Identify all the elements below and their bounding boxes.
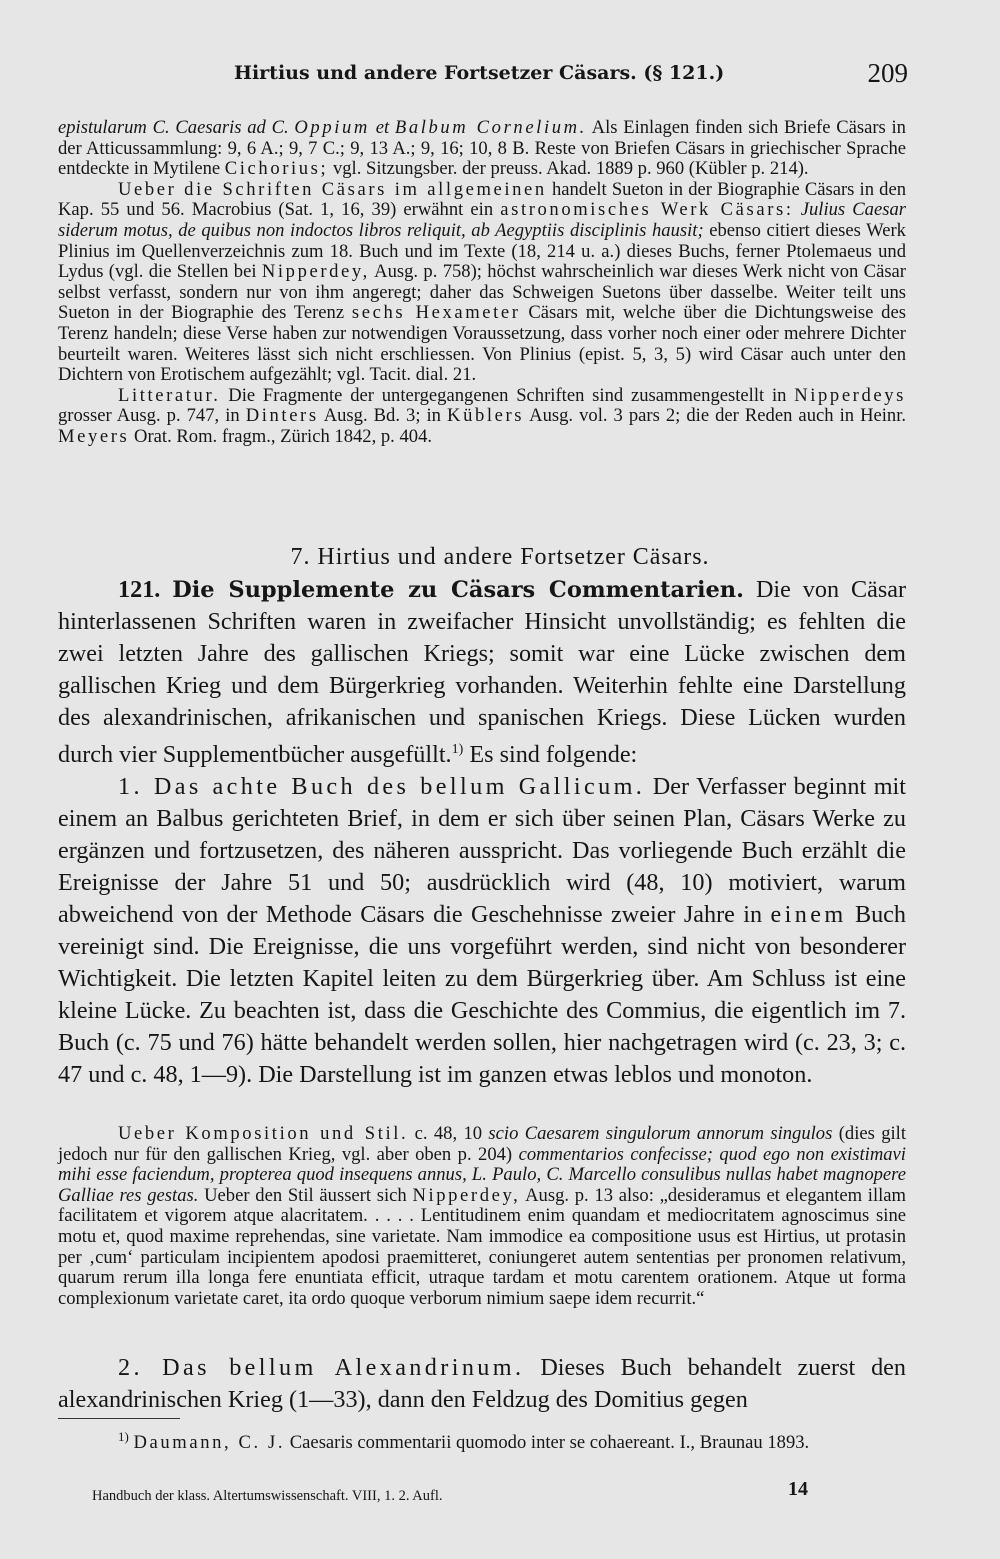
spaced-name: Küblers <box>447 405 525 427</box>
paragraph-bellum-alexandrinum <box>58 1352 906 1416</box>
text-run: handelt Sueton in der Biographie Cäsars in den Kap. 55 und 56. Macrobius (Sat. 1, 16, 39) erwähnt ein <box>58 178 906 221</box>
text-run: Der Verfasser beginnt mit einem an Balbus gerichteten Brief, in dem er sich über seinen Plan, Cäsars Werke zu ergänzen und fortzusetzen, des näheren ausspricht. Das vorliegende Buch erzählt die Ereignisse der Jahre 51 und 50; ausdrücklich wird (48, 10) motiviert, warum abweichend von der Methode Cäsars die Geschehnisse zweier Jahre in <box>58 773 907 929</box>
spaced-name: Nipperdey, <box>261 261 370 283</box>
footnote-rule <box>58 1418 180 1419</box>
text-run: Als Einlagen finden sich Briefe Cäsars in der Atticussammlung: 9, 6 A.; 9, 7 C.; 9, 13 A.; 9, 16; 10, 8 B. Reste von Briefen Cäsars in griechischer Sprache entdeckte in Mytilene <box>58 117 906 180</box>
text-run: Dieses Buch behandelt zuerst den alexandrinischen Krieg (1—33), dann den Feldzug des Domitius gegen <box>58 1354 907 1413</box>
spaced-text: sechs Hexameter <box>351 302 521 324</box>
spaced-heading: Litteratur. <box>118 384 221 406</box>
text-run: Cäsars mit, welche über die Dichtungsweise des Terenz handeln; diese Verse haben zur notwendigen Voraussetzung, dass vorher noch einer oder mehrere Dichter beurteilt waren. Weiteres lässt sich nicht erschliessen. Von Plinius (epist. 5, 3, 5) wird Cäsar auch unter den Dichtern von Erotischem aufgezählt; vgl. Tacit. dial. 21. <box>58 302 906 386</box>
text-run: (dies gilt jedoch nur für den gallischen Krieg, vgl. aber oben p. 204) <box>58 1123 906 1165</box>
spaced-name: Meyers <box>58 425 130 447</box>
text-run: Orat. Rom. fragm., Zürich 1842, p. 404. <box>134 425 433 447</box>
paragraph-supplemente <box>58 574 906 771</box>
italic-quote: commentarios confecisse; quod ego non existimavi mihi esse faciendum, propterea quod insequens annus, L. Paulo, C. Marcello consulibus nullas habet magnopere Galliae res gestas. <box>58 1143 906 1206</box>
text-run: vgl. Sitzungsber. der preuss. Akad. 1889 p. 960 (Kübler p. 214). <box>332 158 809 180</box>
text-run: Ausg. p. 758); höchst wahrscheinlich war dieses Werk nicht von Cäsar selbst verfasst, sondern nur von ihm angeregt; daher das Schweigen Suetons über dasselbe. Weiter teilt uns Sueton in der Biographie des Terenz <box>58 261 906 324</box>
spaced-name: Nipperdeys <box>794 384 906 406</box>
paragraph-litteratur <box>58 386 906 448</box>
running-header <box>58 58 908 92</box>
paragraph-number: 121. <box>118 576 161 603</box>
paragraph-schriften <box>58 180 906 386</box>
signature-number: 14 <box>788 1478 808 1500</box>
italic-quote: Julius Caesar siderum motus, de quibus non indoctos libros reliquit, ab Aegyptiis disciplinis hausit; <box>58 199 906 241</box>
spaced-name: Nipperdey, <box>412 1184 521 1206</box>
spaced-heading: Ueber die Schriften Cäsars im allgemeinen <box>118 178 547 200</box>
text-run: Ausg. p. 13 also: „desideramus et elegantem illam facilitatem et vigorem atque alacritatem. . . . . Lentitudinem enim quandam et mediocritatem agnoscimus sine motu et, quod maxime reprehendas, sine varietate. Nam immodice ea compositione usus est Hirtius, ut protasin per ‚cum‘ particulam incipientem apodosi praemitteret, coniungeret autem sententias per pronomen relativum, quarum rerum illa longa fere enuntiata efficit, utraque tardam et motu carentem orationem. Atque ut forma complexionum varietate caret, ita ordo quoque verborum nimium saepe idem recurrit.“ <box>58 1184 906 1309</box>
paragraph-stil <box>58 1124 906 1309</box>
spaced-name: Balbum Cornelium. <box>394 117 587 138</box>
spaced-text: einem <box>770 901 847 929</box>
paragraph-epistulae <box>58 118 906 180</box>
text-run: Ueber den Stil äussert sich <box>204 1184 407 1206</box>
text-run: Ausg. Bd. 3; in <box>323 405 441 427</box>
text-run: Buch vereinigt sind. Die Ereignisse, die uns vorgeführt werden, sind nicht von besonderer Wichtigkeit. Die letzten Kapitel leiten zu dem Bürgerkrieg über. Am Schluss ist eine kleine Lücke. Zu beachten ist, dass die Geschichte des Commius, die eigentlich im 7. Buch (c. 75 und 76) hätte behandelt werden sollen, hier nachgetragen wird (c. 23, 3; c. 47 und c. 48, 1—9). Die Darstellung ist im ganzen etwas leblos und monoton. <box>58 901 906 1089</box>
spaced-heading: 1. Das achte Buch des bellum Gallicum. <box>118 773 646 801</box>
text-run: Ausg. vol. 3 pars 2; die der Reden auch in Heinr. <box>529 405 907 427</box>
italic-text: epistularum C. Caesaris ad C. <box>58 117 289 138</box>
spaced-name: Dinters <box>245 405 319 427</box>
italic-quote: scio Caesarem singulorum annorum singulos <box>488 1123 833 1144</box>
spaced-heading: 2. Das bellum Alexandrinum. <box>118 1354 525 1381</box>
paragraph-heading: Die Supplemente zu Cäsars Commentarien. <box>172 577 745 603</box>
section-heading: 7. Hirtius und andere Fortsetzer Cäsars. <box>290 544 710 570</box>
footnote-ref: 1) <box>451 742 464 757</box>
main-text-continued <box>58 1352 906 1416</box>
text-run: grosser Ausg. p. 747, in <box>58 405 240 427</box>
spaced-heading: Ueber Komposition und Stil. <box>118 1123 409 1144</box>
page-number: 209 <box>867 58 908 88</box>
text-run: c. 48, 10 <box>414 1123 483 1144</box>
footnote-marker: 1) <box>118 1429 129 1444</box>
signature-line: Handbuch der klass. Altertumswissenschaft. VIII, 1. 2. Aufl. <box>92 1488 443 1504</box>
text-run: Die Fragmente der untergegangenen Schriften sind zusammengestellt in <box>228 384 787 406</box>
spaced-text: astronomisches Werk Cäsars: <box>500 199 794 221</box>
spaced-name: Cichorius; <box>224 158 329 180</box>
notes-block-stil <box>58 1124 906 1309</box>
italic-text: et <box>375 117 390 138</box>
text-run: ebenso citiert dieses Werk Plinius im Quellenverzeichnis zum 18. Buch und im Texte (18, 214 u. a.) dieses Buchs, ferner Ptolemaeus und Lydus (vgl. die Stellen bei <box>58 219 906 283</box>
footnote-author: Daumann, C. J. <box>133 1432 286 1454</box>
running-title: Hirtius und andere Fortsetzer Cäsars. (§ 121.) <box>234 62 725 84</box>
spaced-name: Oppium <box>294 117 370 138</box>
main-text <box>58 574 906 1091</box>
text-run: Es sind folgende: <box>463 741 638 769</box>
footnote <box>58 1426 906 1453</box>
text-run: Die von Cäsar hinterlassenen Schriften waren in zweifacher Hinsicht unvollständig; es fehlten die zwei letzten Jahre des gallischen Kriegs; somit war eine Lücke zwischen dem gallischen Krieg und dem Bürgerkrieg vorhanden. Weiterhin fehlte eine Darstellung des alexandrinischen, afrikanischen und spanischen Kriegs. Diese Lücken wurden durch vier Supplementbücher ausgefüllt. <box>58 576 907 769</box>
paragraph-bellum-gallicum <box>58 771 906 1091</box>
notes-block-top <box>58 118 906 448</box>
footnote-text: Caesaris commentarii quomodo inter se cohaereant. I., Braunau 1893. <box>289 1432 810 1454</box>
